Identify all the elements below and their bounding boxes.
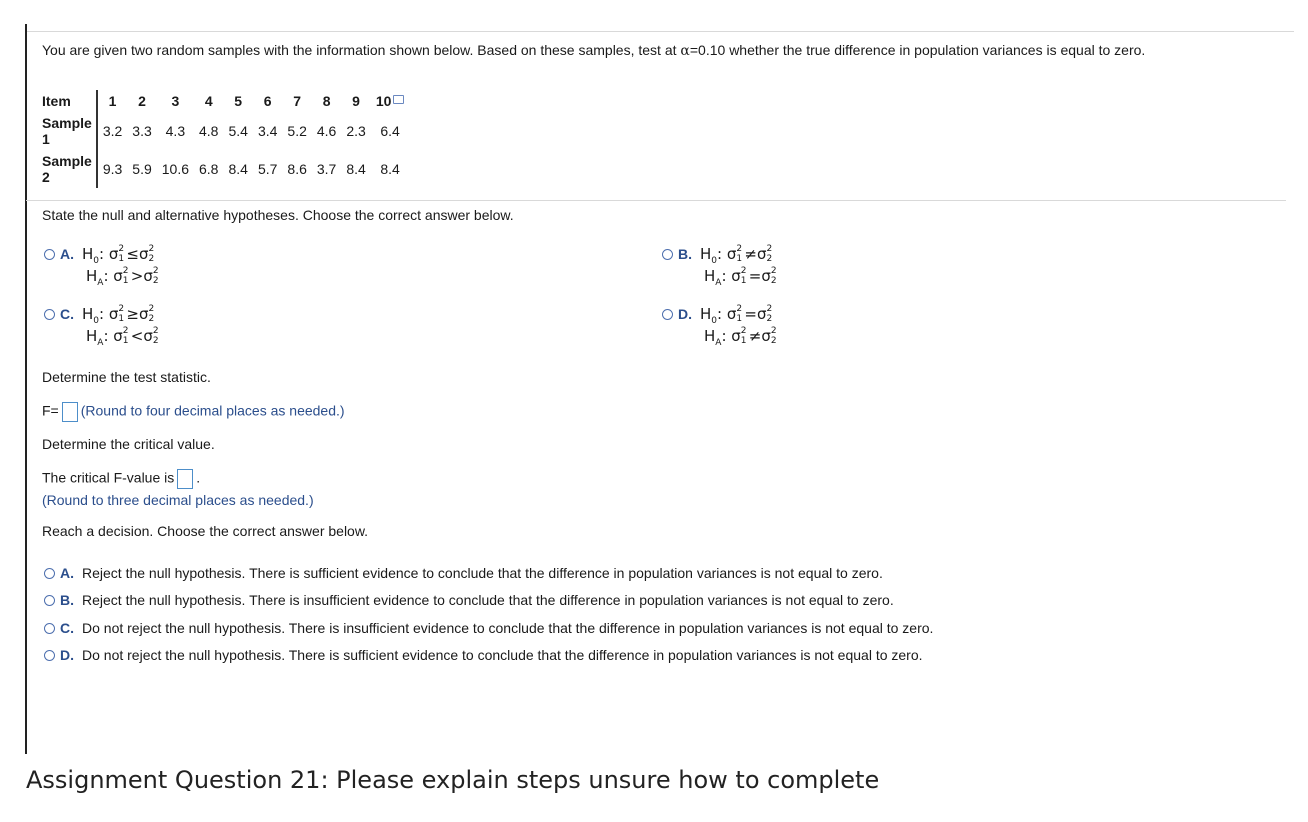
table-cell: 8.4 [228, 161, 248, 177]
table-cell: 3.7 [316, 161, 337, 177]
test-statistic-prompt: Determine the test statistic. [42, 369, 211, 385]
copy-data-icon[interactable] [393, 95, 404, 104]
intro-text-b: =0.10 whether the true difference in population variances is equal to zero. [689, 42, 1146, 58]
frame-left-border [25, 24, 27, 754]
table-cell: 8.6 [287, 161, 307, 177]
h0-line: $H_0$: σ 2 1 =σ 2 2 [700, 303, 773, 326]
critical-value-input[interactable] [177, 469, 193, 489]
f-label: F= [42, 402, 59, 419]
ha-line: $H_A$: σ 2 1 =σ 2 2 [704, 265, 777, 288]
row-label-sample-2: Sample 2 [42, 150, 97, 188]
frame-top-border [26, 31, 1294, 32]
critical-value-prompt: Determine the critical value. [42, 436, 215, 452]
radio-icon[interactable] [44, 595, 55, 606]
col-header-10: 10 [375, 93, 392, 109]
table-cell: 8.4 [380, 161, 400, 177]
decision-prompt: Reach a decision. Choose the correct answer below. [42, 523, 369, 539]
ha-line: $H_A$: σ 2 1 <σ 2 2 [86, 325, 159, 348]
radio-icon[interactable] [662, 249, 673, 260]
col-header: 4 [204, 93, 213, 109]
ha-line: $H_A$: σ 2 1 >σ 2 2 [86, 265, 159, 288]
row-label-sample-1: Sample 1 [42, 112, 97, 150]
test-statistic-row [42, 402, 345, 422]
hypothesis-option-d[interactable]: D. $H_0$: σ 2 1 =σ 2 2 $H_A$: σ 2 1 ≠σ 2 2 [662, 305, 862, 355]
table-row [42, 150, 409, 188]
col-header: 2 [138, 93, 146, 109]
hypotheses-prompt: State the null and alternative hypotheses. Choose the correct answer below. [42, 207, 514, 223]
ha-line: $H_A$: σ 2 1 ≠σ 2 2 [704, 325, 777, 348]
radio-icon[interactable] [44, 249, 55, 260]
table-cell: 9.3 [102, 161, 123, 177]
assignment-caption: Assignment Question 21: Please explain steps unsure how to complete [26, 766, 880, 794]
table-cell: 5.7 [257, 161, 278, 177]
decision-option-d[interactable]: D. Do not reject the null hypothesis. There is sufficient evidence to conclude that the difference in population variances is not equal to zero. [44, 647, 923, 663]
table-cell: 4.6 [316, 123, 337, 139]
critical-value-period: . [196, 469, 201, 486]
table-cell: 4.3 [165, 123, 186, 139]
radio-icon[interactable] [44, 650, 55, 661]
col-header: 6 [263, 93, 272, 109]
h0-line: $H_0$: σ 2 1 ≠σ 2 2 [700, 243, 773, 266]
section-divider [26, 200, 1286, 201]
col-header: 5 [234, 93, 243, 109]
table-cell: 3.2 [102, 123, 123, 139]
test-statistic-input[interactable] [62, 402, 78, 422]
table-header-row [42, 90, 409, 112]
decision-option-b[interactable]: B. Reject the null hypothesis. There is insufficient evidence to conclude that the difference in population variances is not equal to zero. [44, 592, 894, 608]
table-cell: 8.4 [346, 161, 366, 177]
table-cell: 3.4 [257, 123, 278, 139]
table-cell: 3.3 [132, 123, 152, 139]
table-cell: 5.9 [132, 161, 152, 177]
col-header: 9 [352, 93, 360, 109]
table-cell: 5.2 [287, 123, 307, 139]
col-header: 7 [293, 93, 302, 109]
table-cell: 6.8 [199, 161, 219, 177]
test-statistic-hint: (Round to four decimal places as needed.) [80, 402, 345, 419]
h0-line: $H_0$: σ 2 1 ≤σ 2 2 [82, 243, 155, 266]
radio-icon[interactable] [44, 568, 55, 579]
hypothesis-option-b[interactable]: B. $H_0$: σ 2 1 ≠σ 2 2 $H_A$: σ 2 1 =σ 2 2 [662, 245, 862, 295]
hypothesis-option-a[interactable]: A. $H_0$: σ 2 1 ≤σ 2 2 $H_A$: σ 2 1 >σ 2 2 [44, 245, 244, 295]
alpha-symbol: α [680, 43, 690, 59]
table-cell: 10.6 [161, 161, 189, 177]
critical-value-hint: (Round to three decimal places as needed.) [42, 492, 314, 508]
table-cell: 5.4 [228, 123, 248, 139]
table-cell: 4.8 [199, 123, 219, 139]
critical-value-row [42, 469, 200, 489]
sample-data-table [42, 90, 409, 188]
hypothesis-option-c[interactable]: C. $H_0$: σ 2 1 ≥σ 2 2 $H_A$: σ 2 1 <σ 2 2 [44, 305, 244, 355]
col-header-last [371, 90, 410, 112]
table-row [42, 112, 409, 150]
h0-line: $H_0$: σ 2 1 ≥σ 2 2 [82, 303, 155, 326]
radio-icon[interactable] [44, 623, 55, 634]
col-header: 3 [171, 93, 180, 109]
critical-value-label: The critical F-value is [42, 469, 175, 486]
col-header: 8 [322, 93, 331, 109]
table-cell: 6.4 [380, 123, 400, 139]
table-cell: 2.3 [346, 123, 366, 139]
col-header: 1 [108, 93, 117, 109]
radio-icon[interactable] [44, 309, 55, 320]
item-header: Item [42, 90, 97, 112]
decision-option-a[interactable]: A. Reject the null hypothesis. There is sufficient evidence to conclude that the difference in population variances is not equal to zero. [44, 565, 883, 581]
intro-text-a: You are given two random samples with the information shown below. Based on these samples, test at [42, 42, 681, 58]
question-intro [42, 40, 1282, 61]
radio-icon[interactable] [662, 309, 673, 320]
decision-option-c[interactable]: C. Do not reject the null hypothesis. There is insufficient evidence to conclude that the difference in population variances is not equal to zero. [44, 620, 933, 636]
